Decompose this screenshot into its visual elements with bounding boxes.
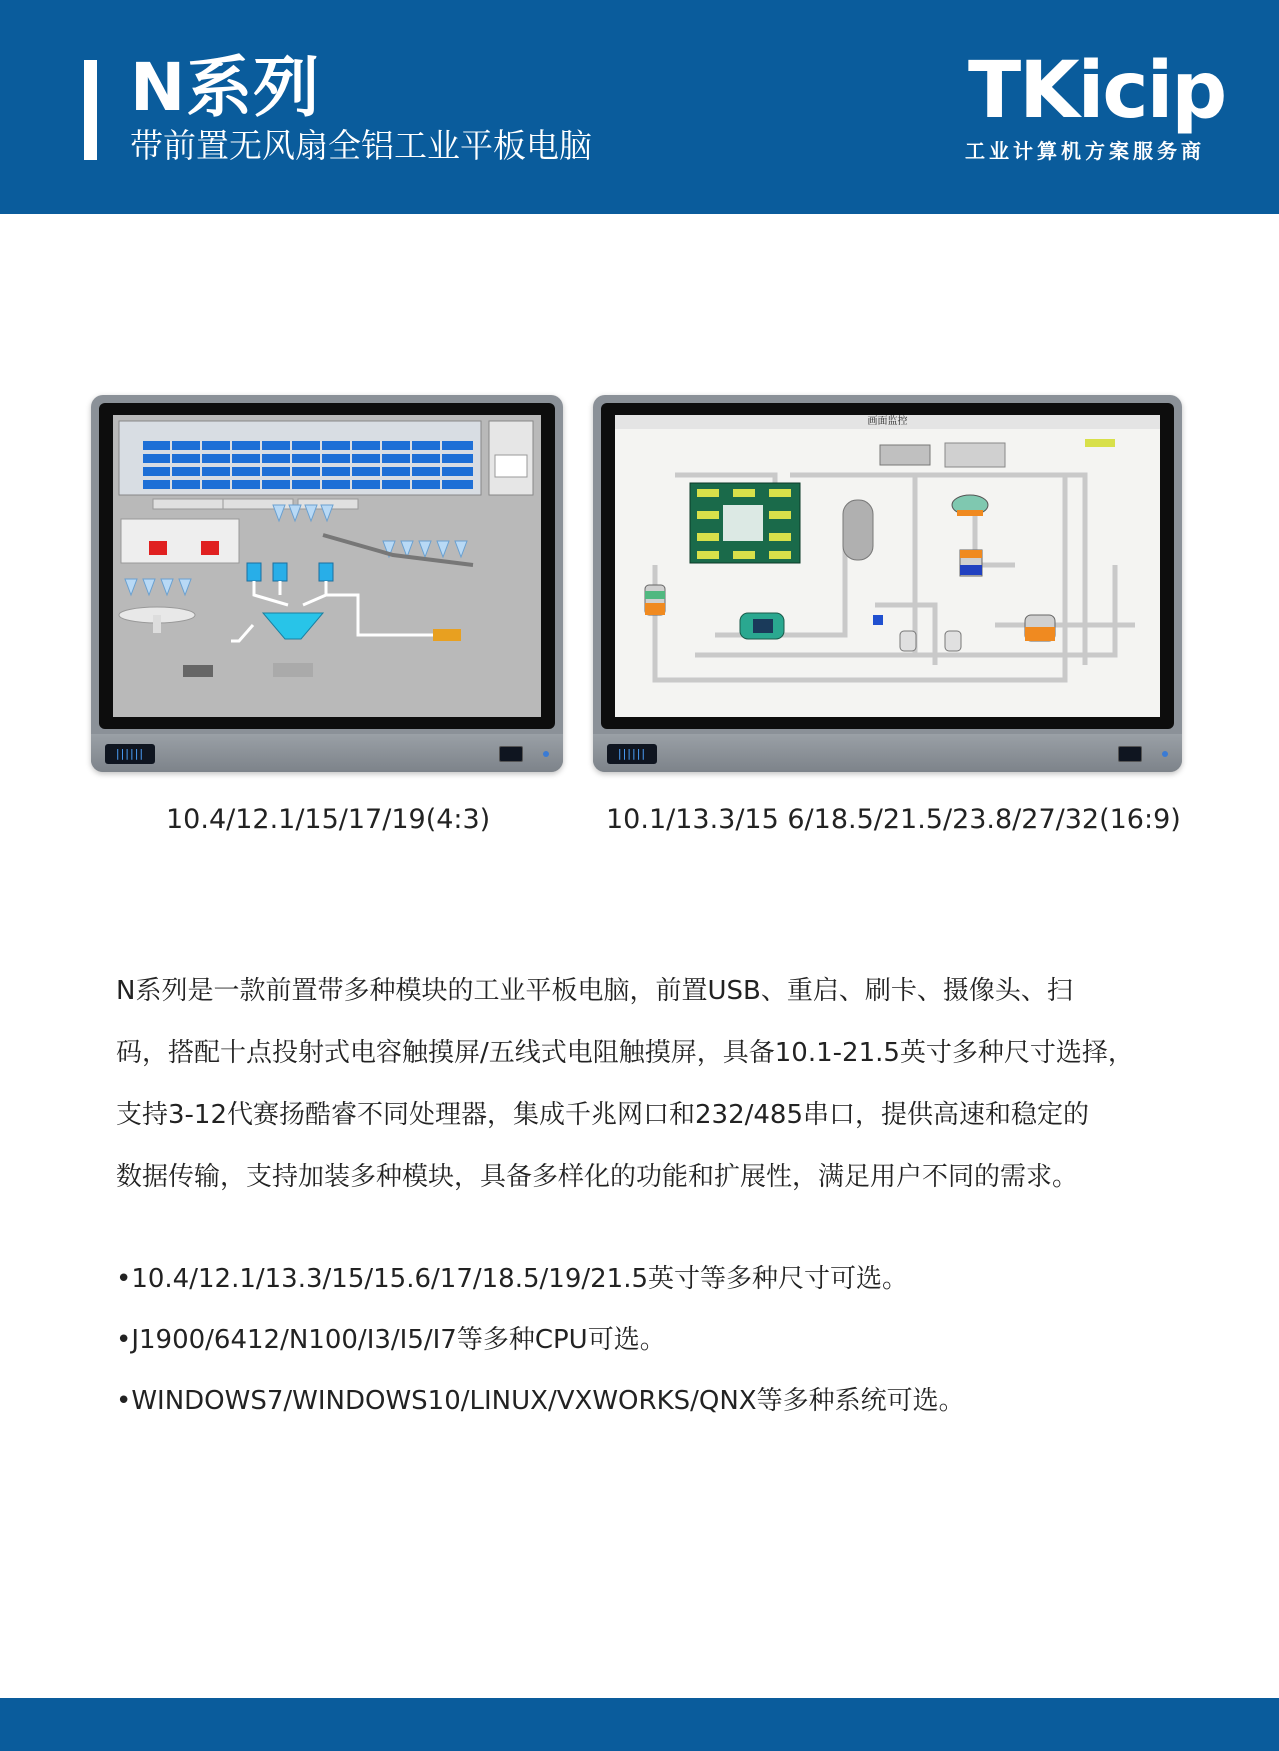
product-subtitle: 带前置无风扇全铝工业平板电脑 [130,126,592,165]
nfc-reader-icon: |||||| [105,744,155,764]
hmi-screen-batching [113,415,541,717]
size-caption-16-9: 10.1/13.3/15 6/18.5/21.5/23.8/27/32(16:9) [606,804,1181,835]
accent-bar [84,60,97,160]
description-line: N系列是一款前置带多种模块的工业平板电脑，前置USB、重启、刷卡、摄像头、扫 [116,976,1073,1006]
power-led-icon [1162,751,1168,757]
hmi-screen-process-monitor [615,415,1160,717]
description-line: 码，搭配十点投射式电容触摸屏/五线式电阻触摸屏，具备10.1-21.5英寸多种尺寸选择， [116,1038,1134,1068]
panel-pc-4-3-image [91,395,563,772]
product-description [116,960,1176,1208]
feature-item: •J1900/6412/N100/I3/I5/I7等多种CPU可选。 [116,1325,666,1355]
description-line: 数据传输，支持加装多种模块，具备多样化的功能和扩展性，满足用户不同的需求。 [116,1162,1079,1192]
panel-pc-16-9-image [593,395,1182,772]
brand-tagline: 工业计算机方案服务商 [965,139,1205,163]
nfc-reader-icon: |||||| [607,744,657,764]
feature-item: •10.4/12.1/13.3/15/15.6/17/18.5/19/21.5英寸等多种尺寸可选。 [116,1264,909,1294]
footer-bar [0,1698,1279,1751]
usb-port-icon [499,746,523,762]
screen-title: 画面监控 [615,415,1160,429]
series-title: N系列 [130,49,321,126]
feature-list [116,1249,1216,1432]
brand-logo: TKicip [968,46,1226,136]
feature-item: •WINDOWS7/WINDOWS10/LINUX/VXWORKS/QNX等多种系统可选。 [116,1386,965,1416]
description-line: 支持3-12代赛扬酷睿不同处理器，集成千兆网口和232/485串口，提供高速和稳定的 [116,1100,1090,1130]
header-banner [0,0,1279,214]
usb-port-icon [1118,746,1142,762]
size-caption-4-3: 10.4/12.1/15/17/19(4:3) [166,804,491,835]
power-led-icon [543,751,549,757]
